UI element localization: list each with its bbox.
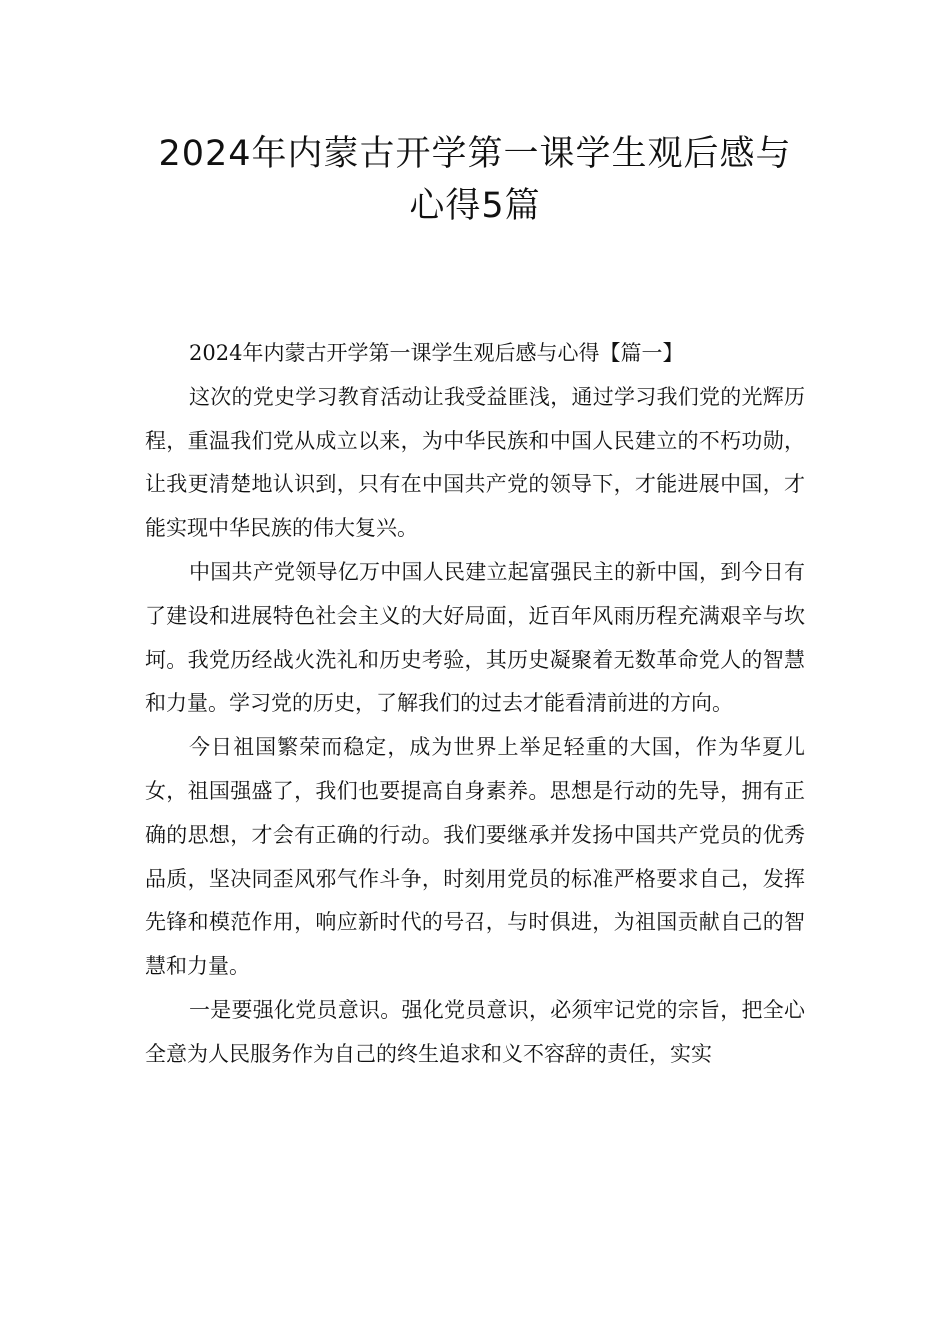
section-heading: 2024年内蒙古开学第一课学生观后感与心得【篇一】 — [189, 341, 684, 365]
paragraph: 今日祖国繁荣而稳定，成为世界上举足轻重的大国，作为华夏儿女，祖国强盛了，我们也要提高自身素养。思想是行动的先导，拥有正确的思想，才会有正确的行动。我们要继承并发扬中国共产党员的优秀品质，坚决同歪风邪气作斗争，时刻用党员的标准严格要求自己，发挥先锋和模范作用，响应新时代的号召，与时俱进，为祖国贡献自己的智慧和力量。 — [145, 735, 805, 979]
paragraph: 中国共产党领导亿万中国人民建立起富强民主的新中国，到今日有了建设和进展特色社会主义的大好局面，近百年风雨历程充满艰辛与坎坷。我党历经战火洗礼和历史考验，其历史凝聚着无数革命党人的智慧和力量。学习党的历史，了解我们的过去才能看清前进的方向。 — [145, 559, 805, 716]
paragraph: 一是要强化党员意识。强化党员意识，必须牢记党的宗旨，把全心全意为人民服务作为自己的终生追求和义不容辞的责任，实实 — [145, 997, 805, 1066]
document-body — [145, 332, 805, 1077]
document-title-line-1: 2024年内蒙古开学第一课学生观后感与 — [158, 134, 792, 174]
paragraph: 这次的党史学习教育活动让我受益匪浅，通过学习我们党的光辉历程，重温我们党从成立以来，为中华民族和中国人民建立的不朽功勋，让我更清楚地认识到，只有在中国共产党的领导下，才能进展中国，才能实现中华民族的伟大复兴。 — [145, 384, 805, 541]
document-title-line-2: 心得5篇 — [409, 186, 541, 226]
